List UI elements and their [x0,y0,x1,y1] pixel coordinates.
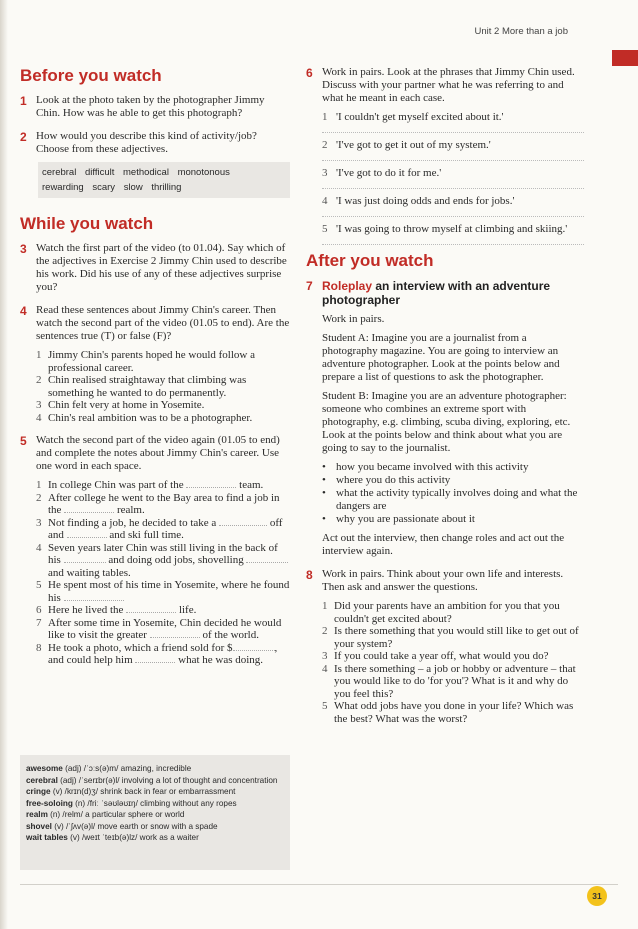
exercise-6-quotes [306,111,584,245]
glossary-entry: realm (n) /relm/ a particular sphere or world [26,810,185,819]
after-you-watch-heading: After you watch [306,251,434,270]
list-item: 2 After college he went to the Bay area to find a job in the realm. [36,491,280,516]
list-item: 3 Not finding a job, he decided to take a off and and ski full time. [36,516,283,541]
exercise-text: Work in pairs. Look at the phrases that Jimmy Chin used. Discuss with your partner what he was referring to and what he meant in each case. [322,66,575,104]
exercise-text: Watch the first part of the video (to 01.04). Say which of the adjectives in Exercise 2 Jimmy Chin used to describe his work. Did his use of any of these adjectives surprise you? [36,242,287,293]
exercise-number: 5 [20,434,27,448]
glossary-entry: free-soloing (n) /friː ˈsəʊləʊɪŋ/ climbing without any ropes [26,798,237,808]
exercise-text: Read these sentences about Jimmy Chin's career. Then watch the second part of the video (01.05 to end). Are the sentences true (T) or false (F)? [36,304,290,342]
glossary-box [20,755,290,870]
answer-blank[interactable] [233,650,275,651]
exercise-5 [20,434,290,473]
exercise-number: 4 [20,304,27,318]
quote-item: 5 'I was going to throw myself at climbing and skiing.' [322,223,584,245]
exercise-6 [306,66,584,105]
exercise-number: 6 [306,66,313,80]
paragraph: Student B: Imagine you are an adventure photographer: someone who combines an extreme sport with photography, e.g. climbing, scuba diving, exploring, etc. Look at the points below and think about what you are going to say to the journalist. [322,390,571,454]
list-item: • why you are passionate about it [322,513,475,525]
glossary-entry: awesome (adj) /ˈɔːs(ə)m/ amazing, incredible [26,764,192,773]
paragraph: Student A: Imagine you are a journalist from a photography magazine. You are going to interview an adventure photographer. Look at the points below and prepare a list of questions to ask the photographer. [322,332,560,383]
exercise-text: Watch the second part of the video again (01.05 to end) and complete the notes about Jimmy Chin's career. Use one word in each space. [36,434,280,472]
exercise-8 [306,568,584,594]
page-binding-shadow [0,0,8,929]
exercise-2 [20,130,290,156]
list-item: 4 Chin's real ambition was to be a photographer. [36,411,253,424]
list-item: 6 Here he lived the life. [36,604,197,616]
answer-blank[interactable] [67,537,107,538]
list-item: • what the activity typically involves doing and what the dangers are [322,487,578,512]
while-you-watch-heading: While you watch [20,214,154,233]
left-column [20,66,290,667]
answer-blank[interactable] [219,525,267,526]
list-item: 1 Jimmy Chin's parents hoped he would follow a professional career. [36,349,255,374]
list-item: 1 In college Chin was part of the team. [36,479,264,491]
answer-blank[interactable] [64,562,106,563]
list-item: 4 Seven years later Chin was still living in the back of his and doing odd jobs, shovelling and waiting tables. [36,542,290,580]
list-item: 2 Is there something that you would still like to get out of your system? [322,625,579,650]
exercise-5-list [36,479,290,667]
unit-color-tab [612,50,638,66]
answer-blank[interactable] [64,600,124,601]
exercise-number: 7 [306,279,313,293]
bullet-list [306,461,584,526]
right-column [306,66,584,725]
before-you-watch-heading: Before you watch [20,66,162,85]
quote-item: 4 'I was just doing odds and ends for jobs.' [322,195,584,217]
exercise-1 [20,94,290,120]
answer-blank[interactable] [135,662,175,663]
exercise-4-list [36,349,290,424]
list-item: 3 Chin felt very at home in Yosemite. [36,399,205,411]
page-number: 31 [587,886,607,906]
answer-blank[interactable] [246,562,288,563]
adjective-row: rewarding scary slow thrilling [42,182,182,193]
exercise-number: 2 [20,130,27,144]
exercise-text: How would you describe this kind of activity/job? Choose from these adjectives. [36,130,257,155]
glossary-entry: shovel (v) /ˈʃʌv(ə)l/ move earth or snow with a spade [26,821,218,831]
exercise-8-list [322,600,584,725]
exercise-number: 3 [20,242,27,256]
answer-blank[interactable] [64,512,114,513]
list-item: 4 Is there something – a job or hobby or adventure – that you would like to do 'for you'? What is it and why do you feel this? [322,662,576,700]
exercise-3 [20,242,290,294]
list-item: 5 What odd jobs have you done in your life? Which was the best? What was the worst? [322,700,574,725]
list-item: 5 He spent most of his time in Yosemite, where he found his [36,579,290,604]
exercise-4 [20,304,290,343]
exercise-7 [306,279,584,307]
adjective-row: cerebral difficult methodical monotonous [42,167,230,178]
answer-blank[interactable] [126,612,176,613]
list-item: • how you became involved with this activity [322,461,529,473]
exercise-number: 1 [20,94,27,108]
adjective-box [38,162,290,198]
list-item: 8 He took a photo, which a friend sold for $ , and could help him what he was doing. [36,641,278,666]
list-item: 2 Chin realised straightaway that climbing was something he wanted to do permanently. [36,374,247,399]
glossary-entry: cerebral (adj) /ˈserɪbr(ə)l/ involving a lot of thought and concentration [26,775,278,785]
answer-blank[interactable] [150,637,200,638]
list-item: 3 If you could take a year off, what would you do? [322,650,549,662]
exercise-7-title: Roleplay an interview with an adventure photographer [322,279,551,307]
list-item: 1 Did your parents have an ambition for you that you couldn't get excited about? [322,600,560,625]
unit-label: Unit 2 More than a job [474,26,568,37]
exercise-number: 8 [306,568,313,582]
footer-divider [20,884,618,885]
quote-item: 3 'I've got to do it for me.' [322,167,584,189]
answer-blank[interactable] [186,487,236,488]
exercise-text: Work in pairs. Think about your own life and interests. Then ask and answer the questions. [322,568,564,593]
page-header [0,0,638,62]
glossary-entry: wait tables (v) /weɪt ˈteɪb(ə)lz/ work as a waiter [26,833,199,842]
quote-item: 2 'I've got to get it out of my system.' [322,139,584,161]
list-item: • where you do this activity [322,474,451,486]
glossary-entry: cringe (v) /krɪn(d)ʒ/ shrink back in fear or embarrassment [26,787,236,796]
paragraph: Work in pairs. [322,313,385,325]
quote-item: 1 'I couldn't get myself excited about it.' [322,111,584,133]
exercise-text: Look at the photo taken by the photographer Jimmy Chin. How was he able to get this photograph? [36,94,265,119]
list-item: 7 After some time in Yosemite, Chin decided he would like to visit the greater of the world. [36,616,282,641]
paragraph: Act out the interview, then change roles and act out the interview again. [322,532,565,557]
